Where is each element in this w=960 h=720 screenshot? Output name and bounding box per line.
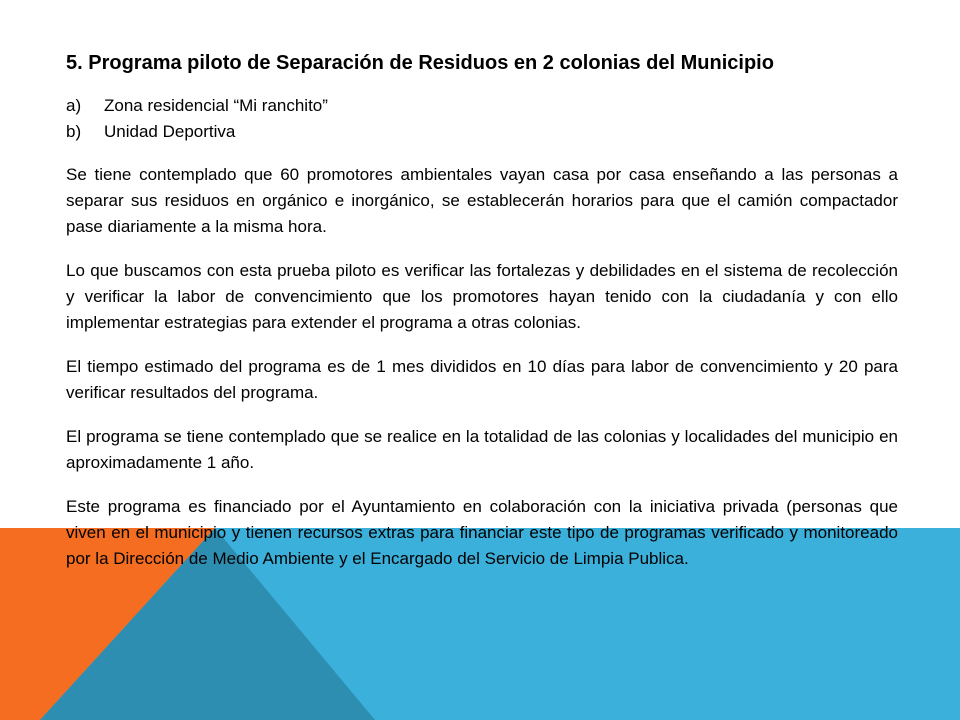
list-item-text: Zona residencial “Mi ranchito” [104,96,328,115]
paragraph-scope: El programa se tiene contemplado que se realice en la totalidad de las colonias y localidades del municipio en aproximadamente 1 año. [66,427,898,472]
slide-content [66,50,898,572]
paragraph-funding: Este programa es financiado por el Ayuntamiento en colaboración con la iniciativa privada (personas que viven en el municipio y tienen recursos extras para financiar este tipo de programas verificado y monitoreado por la Dirección de Medio Ambiente y el Encargado del Servicio de Limpia Publica. [66,497,898,568]
list-marker: b) [66,122,82,141]
paragraph-promoters: Se tiene contemplado que 60 promotores ambientales vayan casa por casa enseñando a las personas a separar sus residuos en orgánico e inorgánico, se establecerán horarios para que el camión compactador pase diariamente a la misma hora. [66,165,898,236]
list-item-text: Unidad Deportiva [104,122,236,141]
location-list [66,93,898,145]
paragraph-objective: Lo que buscamos con esta prueba piloto es verificar las fortalezas y debilidades en el sistema de recolección y verificar la labor de convencimiento que los promotores hayan tenido con la ciudadanía y con ello implementar estrategias para extender el programa a otras colonias. [66,261,898,332]
slide-title: 5. Programa piloto de Separación de Residuos en 2 colonias del Municipio [66,52,774,74]
paragraph-duration: El tiempo estimado del programa es de 1 mes divididos en 10 días para labor de convencimiento y 20 para verificar resultados del programa. [66,357,898,402]
list-marker: a) [66,96,82,115]
list-item [66,93,898,119]
list-item [66,119,898,145]
